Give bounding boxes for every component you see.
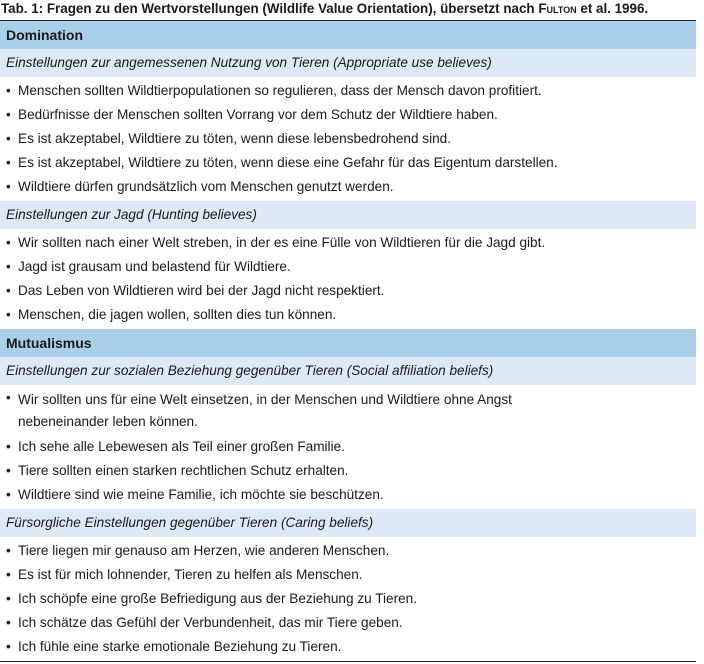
item-text: Wildtiere dürfen grundsätzlich vom Menschen genutzt werden. <box>18 179 394 194</box>
item-text: Es ist akzeptabel, Wildtiere zu töten, wenn diese eine Gefahr für das Eigentum darstellen. <box>18 155 558 170</box>
item-list <box>0 229 696 329</box>
list-item <box>0 611 696 635</box>
bullet-icon: • <box>6 83 11 98</box>
item-text: Ich schätze das Gefühl der Verbundenheit, das mir Tiere geben. <box>18 615 403 630</box>
list-item <box>0 279 696 303</box>
item-text: Tiere liegen mir genauso am Herzen, wie anderen Menschen. <box>18 543 390 558</box>
item-text: Wir sollten uns für eine Welt einsetzen, in der Menschen und Wildtiere ohne Angst nebeneinander leben können. <box>18 392 512 429</box>
values-table <box>0 20 696 662</box>
item-list <box>0 537 696 661</box>
list-item <box>0 303 696 327</box>
bullet-icon: • <box>6 107 11 122</box>
bullet-icon: • <box>6 591 11 606</box>
caption-author: Fulton <box>538 1 577 16</box>
bullet-icon: • <box>6 259 11 274</box>
bullet-icon: • <box>6 567 11 582</box>
item-text: Wildtiere sind wie meine Familie, ich möchte sie beschützen. <box>18 487 384 502</box>
table-caption <box>0 0 704 20</box>
list-item <box>0 459 696 483</box>
item-text: Wir sollten nach einer Welt streben, in der es eine Fülle von Wildtieren für die Jagd gibt. <box>18 235 546 250</box>
bullet-icon: • <box>6 543 11 558</box>
item-text: Bedürfnisse der Menschen sollten Vorrang vor dem Schutz der Wildtiere haben. <box>18 107 498 122</box>
item-list <box>0 77 696 201</box>
list-item <box>0 231 696 255</box>
bullet-icon: • <box>6 390 11 405</box>
item-text: Ich sehe alle Lebewesen als Teil einer großen Familie. <box>18 439 345 454</box>
bullet-icon: • <box>6 463 11 478</box>
item-text: Jagd ist grausam und belastend für Wildtiere. <box>18 259 291 274</box>
list-item <box>0 127 696 151</box>
bullet-icon: • <box>6 283 11 298</box>
item-text: Ich fühle eine starke emotionale Beziehung zu Tieren. <box>18 639 342 654</box>
item-text: Das Leben von Wildtieren wird bei der Jagd nicht respektiert. <box>18 283 385 298</box>
list-item <box>0 587 696 611</box>
list-item <box>0 539 696 563</box>
section-header-social-affiliation: Einstellungen zur sozialen Beziehung gegenüber Tieren (Social affiliation beliefs) <box>0 357 696 385</box>
item-text: Tiere sollten einen starken rechtlichen Schutz erhalten. <box>18 463 349 478</box>
category-header-domination: Domination <box>0 21 696 49</box>
bullet-icon: • <box>6 179 11 194</box>
item-text: Es ist akzeptabel, Wildtiere zu töten, wenn diese lebensbedrohend sind. <box>18 131 451 146</box>
category-header-mutualismus: Mutualismus <box>0 329 696 357</box>
item-text: Ich schöpfe eine große Befriedigung aus der Beziehung zu Tieren. <box>18 591 418 606</box>
section-header-caring: Fürsorgliche Einstellungen gegenüber Tieren (Caring beliefs) <box>0 509 696 537</box>
bullet-icon: • <box>6 155 11 170</box>
bullet-icon: • <box>6 639 11 654</box>
item-text: Menschen sollten Wildtierpopulationen so regulieren, dass der Mensch davon profitiert. <box>18 83 542 98</box>
bullet-icon: • <box>6 615 11 630</box>
caption-suffix: et al. 1996. <box>576 1 649 16</box>
list-item <box>0 563 696 587</box>
list-item <box>0 635 696 659</box>
item-list <box>0 385 696 509</box>
bullet-icon: • <box>6 131 11 146</box>
list-item <box>0 151 696 175</box>
item-text: Menschen, die jagen wollen, sollten dies tun können. <box>18 307 337 322</box>
section-header-hunting: Einstellungen zur Jagd (Hunting believes) <box>0 201 696 229</box>
section-header-appropriate-use: Einstellungen zur angemessenen Nutzung von Tieren (Appropriate use believes) <box>0 49 696 77</box>
caption-prefix: Tab. 1: Fragen zu den Wertvorstellungen (Wildlife Value Orientation), übersetzt nach <box>1 1 539 16</box>
list-item <box>0 435 696 459</box>
list-item <box>0 483 696 507</box>
item-text: Es ist für mich lohnender, Tieren zu helfen als Menschen. <box>18 567 363 582</box>
list-item <box>0 387 696 435</box>
list-item <box>0 103 696 127</box>
bullet-icon: • <box>6 235 11 250</box>
bullet-icon: • <box>6 439 11 454</box>
list-item <box>0 255 696 279</box>
bullet-icon: • <box>6 307 11 322</box>
bullet-icon: • <box>6 487 11 502</box>
list-item <box>0 175 696 199</box>
list-item <box>0 79 696 103</box>
